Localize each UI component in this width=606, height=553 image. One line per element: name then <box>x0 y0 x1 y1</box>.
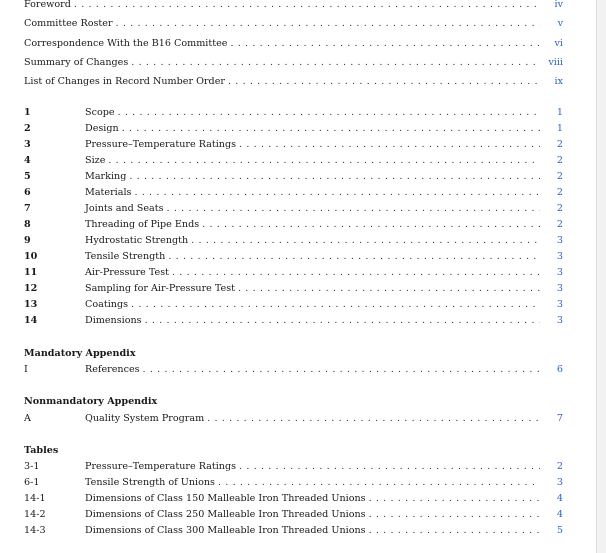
toc-page-link[interactable]: 5 <box>556 525 563 536</box>
toc-page-link[interactable]: 2 <box>556 203 563 214</box>
toc-entry-section[interactable] <box>24 122 563 135</box>
toc-entry-section[interactable] <box>24 298 563 311</box>
section-number: 4 <box>24 155 31 166</box>
toc-entry-title: References <box>85 364 140 375</box>
toc-entry-section[interactable] <box>24 314 563 327</box>
toc-entry-correspondence[interactable] <box>24 37 563 50</box>
toc-page-link[interactable]: vi <box>554 38 563 49</box>
section-number: 9 <box>24 235 31 246</box>
toc-page-link[interactable]: 2 <box>556 187 563 198</box>
toc-page-link[interactable]: 7 <box>556 413 563 424</box>
toc-entry-title: Quality System Program <box>85 413 205 424</box>
toc-entry-table[interactable] <box>24 476 563 489</box>
toc-entry-section[interactable] <box>24 138 563 151</box>
dot-leader <box>369 524 540 537</box>
toc-page-link[interactable]: 3 <box>556 477 563 488</box>
toc-page-link[interactable]: 4 <box>556 509 563 520</box>
toc-entry-title: Dimensions <box>85 315 142 326</box>
toc-entry-table[interactable] <box>24 460 563 473</box>
toc-entry-title: Tensile Strength <box>85 251 166 262</box>
section-number: 10 <box>24 251 38 262</box>
toc-entry-section[interactable] <box>24 106 563 119</box>
toc-page-link[interactable]: ix <box>554 76 563 87</box>
toc-page-link[interactable]: 2 <box>556 461 563 472</box>
toc-entry-list-of-changes[interactable] <box>24 75 563 88</box>
section-number: 7 <box>24 203 31 214</box>
toc-entry-title: Sampling for Air-Pressure Test <box>85 283 235 294</box>
dot-leader <box>369 492 540 505</box>
toc-entry-title: Pressure–Temperature Ratings <box>85 139 237 150</box>
toc-page-link[interactable]: 2 <box>556 171 563 182</box>
toc-entry-section[interactable] <box>24 218 563 231</box>
toc-page-link[interactable]: 2 <box>556 219 563 230</box>
toc-entry-table[interactable] <box>24 492 563 505</box>
dot-leader <box>129 170 540 183</box>
dot-leader <box>74 0 540 11</box>
dot-leader <box>134 186 540 199</box>
toc-page-link[interactable]: 3 <box>556 299 563 310</box>
toc-page-link[interactable]: 3 <box>556 283 563 294</box>
toc-page-link[interactable]: 2 <box>556 139 563 150</box>
toc-entry-title: Design <box>85 123 119 134</box>
toc-page-link[interactable]: 3 <box>556 235 563 246</box>
toc-page-link[interactable]: 4 <box>556 493 563 504</box>
dot-leader <box>238 282 540 295</box>
section-number: 13 <box>24 299 38 310</box>
toc-entry-title: Summary of Changes <box>24 57 129 68</box>
toc-entry-title: Threading of Pipe Ends <box>85 219 200 230</box>
table-number: 3-1 <box>24 461 40 472</box>
toc-entry-title: Air-Pressure Test <box>85 267 169 278</box>
toc-page-link[interactable]: 2 <box>556 155 563 166</box>
toc-entry-title: Materials <box>85 187 132 198</box>
toc-entry-section[interactable] <box>24 266 563 279</box>
section-number: 1 <box>24 107 31 118</box>
toc-entry-title: Correspondence With the B16 Committee <box>24 38 228 49</box>
toc-entry-title: Foreword <box>24 0 71 10</box>
nonmandatory-appendix-heading: Nonmandatory Appendix <box>24 396 158 407</box>
dot-leader <box>143 363 540 376</box>
section-number: 14 <box>24 315 38 326</box>
toc-entry-section[interactable] <box>24 234 563 247</box>
toc-page-link[interactable]: viii <box>548 57 563 68</box>
toc-entry-title: Size <box>85 155 106 166</box>
toc-entry-title: Committee Roster <box>24 18 113 29</box>
toc-page-link[interactable]: 3 <box>556 315 563 326</box>
section-number: 11 <box>24 267 38 278</box>
dot-leader <box>202 218 540 231</box>
toc-entry-committee-roster[interactable] <box>24 17 563 30</box>
dot-leader <box>131 298 540 311</box>
toc-page-link[interactable]: v <box>557 18 563 29</box>
section-number: 8 <box>24 219 31 230</box>
toc-entry-section[interactable] <box>24 250 563 263</box>
toc-entry-title: Dimensions of Class 150 Malleable Iron Threaded Unions <box>85 493 366 504</box>
appendix-number: I <box>24 364 28 375</box>
toc-entry-section[interactable] <box>24 154 563 167</box>
toc-entry-section[interactable] <box>24 186 563 199</box>
dot-leader <box>168 250 540 263</box>
toc-entry-title: List of Changes in Record Number Order <box>24 76 225 87</box>
toc-page-link[interactable]: 1 <box>556 107 563 118</box>
dot-leader <box>230 37 540 50</box>
dot-leader <box>191 234 540 247</box>
appendix-number: A <box>24 413 31 424</box>
toc-page-link[interactable]: 3 <box>556 251 563 262</box>
dot-leader <box>228 75 540 88</box>
toc-entry-title: Coatings <box>85 299 129 310</box>
dot-leader <box>116 17 540 30</box>
dot-leader <box>369 508 540 521</box>
toc-entry-title: Pressure–Temperature Ratings <box>85 461 237 472</box>
toc-entry-title: Dimensions of Class 300 Malleable Iron Threaded Unions <box>85 525 366 536</box>
table-number: 14-2 <box>24 509 46 520</box>
toc-entry-section[interactable] <box>24 170 563 183</box>
toc-entry-table[interactable] <box>24 524 563 537</box>
toc-entry-title: Hydrostatic Strength <box>85 235 189 246</box>
dot-leader <box>239 138 540 151</box>
dot-leader <box>122 122 540 135</box>
dot-leader <box>239 460 540 473</box>
toc-page-link[interactable]: 3 <box>556 267 563 278</box>
dot-leader <box>131 56 540 69</box>
toc-entry-summary-of-changes[interactable] <box>24 56 563 69</box>
dot-leader <box>108 154 540 167</box>
table-number: 6-1 <box>24 477 40 488</box>
dot-leader <box>218 476 540 489</box>
section-number: 5 <box>24 171 31 182</box>
dot-leader <box>145 314 540 327</box>
toc-entry-foreword[interactable] <box>24 0 563 11</box>
dot-leader <box>172 266 540 279</box>
section-number: 6 <box>24 187 31 198</box>
dot-leader <box>207 412 540 425</box>
toc-entry-title: Dimensions of Class 250 Malleable Iron Threaded Unions <box>85 509 366 520</box>
section-number: 2 <box>24 123 31 134</box>
toc-entry-title: Scope <box>85 107 115 118</box>
section-number: 12 <box>24 283 38 294</box>
tables-heading: Tables <box>24 445 59 456</box>
toc-entry-appendix[interactable] <box>24 412 563 425</box>
toc-page-link[interactable]: 6 <box>556 364 563 375</box>
dot-leader <box>167 202 540 215</box>
table-number: 14-3 <box>24 525 46 536</box>
dot-leader <box>118 106 540 119</box>
mandatory-appendix-heading: Mandatory Appendix <box>24 348 136 359</box>
toc-page-link[interactable]: iv <box>554 0 563 10</box>
toc-entry-section[interactable] <box>24 282 563 295</box>
toc-entry-title: Joints and Seats <box>85 203 164 214</box>
toc-entry-appendix[interactable] <box>24 363 563 376</box>
toc-entry-table[interactable] <box>24 508 563 521</box>
table-number: 14-1 <box>24 493 46 504</box>
toc-entry-title: Marking <box>85 171 127 182</box>
section-number: 3 <box>24 139 31 150</box>
toc-entry-title: Tensile Strength of Unions <box>85 477 215 488</box>
toc-entry-section[interactable] <box>24 202 563 215</box>
toc-page-link[interactable]: 1 <box>556 123 563 134</box>
